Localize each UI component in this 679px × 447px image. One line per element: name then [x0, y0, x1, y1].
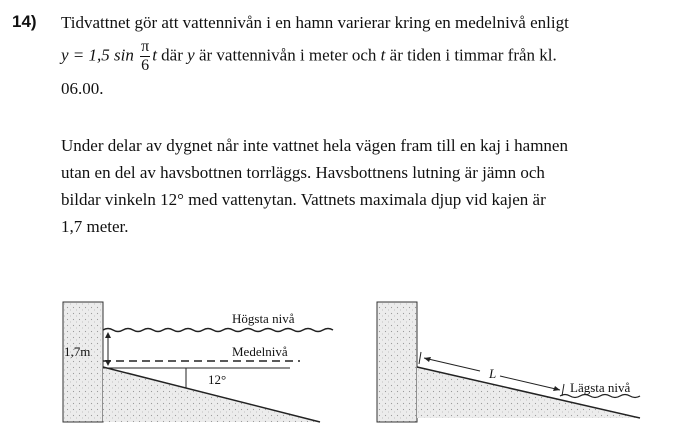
quay-wall-right	[377, 302, 417, 422]
label-angle: 12°	[208, 372, 227, 387]
text-segment: är vattennivån i meter och	[194, 45, 381, 65]
figure-left	[63, 302, 333, 422]
fraction-denominator: 6	[141, 57, 150, 74]
formula-variable: t	[152, 45, 157, 65]
paragraph-line-2: utan en del av havsbottnen torrläggs. Havsbottnens lutning är jämn och	[61, 163, 545, 182]
high-water-line	[103, 329, 333, 332]
variable-t: t	[380, 45, 386, 65]
problem-line-1: Tidvattnet gör att vattennivån i en hamn varierar kring en medelnivå enligt	[61, 13, 569, 32]
problem-number: 14)	[12, 12, 37, 31]
paragraph-line-4: 1,7 meter.	[61, 217, 129, 236]
label-length: L	[489, 366, 497, 381]
text-segment: där	[156, 45, 188, 65]
paragraph-line-1: Under delar av dygnet når inte vattnet hela vägen fram till en kaj i hamnen	[61, 136, 568, 155]
figure-right	[377, 302, 640, 422]
variable-y: y	[187, 45, 195, 65]
depth-arrow-head-top	[105, 332, 111, 338]
depth-arrow-head-bottom	[105, 360, 111, 366]
length-arrow-left	[424, 358, 480, 371]
formula-lhs: y = 1,5 sin	[61, 45, 139, 65]
text-segment: är tiden i timmar från kl.	[385, 45, 557, 65]
fraction-numerator: π	[141, 38, 150, 55]
label-depth: 1,7m	[64, 344, 91, 359]
quay-wall	[63, 302, 103, 422]
tick-left	[419, 352, 421, 364]
label-mean-level: Medelnivå	[232, 344, 288, 359]
problem-line-3: 06.00.	[61, 79, 104, 98]
paragraph-line-3: bildar vinkeln 12° med vattenytan. Vattnets maximala djup vid kajen är	[61, 190, 546, 209]
label-high-level: Högsta nivå	[232, 311, 295, 326]
label-low-level: Lägsta nivå	[570, 380, 631, 395]
